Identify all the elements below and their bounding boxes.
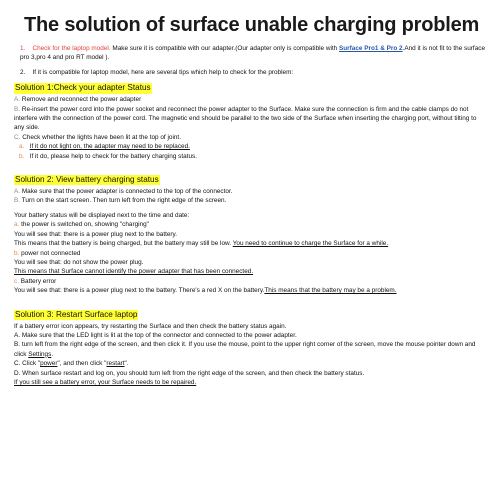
step-letter: B. (14, 105, 21, 113)
step-text: Re-insert the power cord into the power socket and reconnect the power adapter to the Surface. Make sure the connection is firm and the cable clamps do not interfere with the connection of the power cord. The magnetic end should be parallel to the two side of the Surface when inserting the charging port, without tilting to any side. (14, 105, 477, 132)
substep-text: If it do, please help to check for the battery charging status. (29, 152, 197, 160)
step-text: B. turn left from the right edge of the screen, and then click it. If you use the mouse, point to the upper right corner of the screen, move the mouse pointer down and click (14, 341, 476, 358)
status-not-connected (14, 249, 486, 258)
solution-1-step-a (14, 95, 486, 104)
battery-status-intro: Your battery status will be displayed next to the time and date: (14, 211, 190, 219)
status-charging-see: You will see that: there is a power plug next to the battery. (14, 230, 178, 238)
status-charging (14, 220, 486, 229)
point-1-number: 1. (20, 45, 26, 52)
solution-3-step-c (14, 359, 486, 368)
status-battery-error (14, 277, 486, 286)
status-letter: a. (14, 221, 20, 229)
solution-3-step-a: A. Make sure that the LED light is lit at the top of the connector and connected to the power adapter. (14, 331, 297, 339)
substep-text: If it do not light on, the adapter may need to be replaced. (29, 143, 190, 151)
step-letter: A. (14, 96, 21, 104)
point-1 (14, 44, 486, 63)
solution-2-step-b (14, 196, 486, 205)
solution-1-substep-b (14, 152, 486, 161)
restart-link[interactable]: restart (106, 360, 125, 368)
solution-1-substep-a (14, 142, 486, 151)
step-letter: A. (14, 188, 21, 196)
solution-3-heading: Solution 3: Restart Surface laptop (15, 309, 138, 319)
solution-3-step-d: D. When surface restart and log on, you should turn left from the right edge of the screen, and then check the battery status. (14, 369, 365, 377)
status-not-connected-means: This means that Surface cannot identify the power adapter that has been connected. (14, 268, 254, 276)
solution-1-section (14, 77, 486, 161)
solution-3-final-note: If you still see a battery error, your Surface needs to be repaired. (14, 378, 197, 386)
solution-1-heading: Solution 1:Check your adapter Status (15, 83, 151, 93)
step-text: Remove and reconnect the power adapter (21, 96, 142, 104)
step-text-end: . (51, 350, 54, 358)
solution-1-step-c (14, 133, 486, 142)
solution-3-intro: If a battery error icon appears, try restarting the Surface and then check the battery status again. (14, 322, 287, 330)
status-text: Battery error (20, 277, 57, 285)
compatible-models: Surface Pro1 & Pro 2 (339, 45, 403, 52)
means-underlined: You need to continue to charge the Surface for a while. (232, 240, 389, 248)
solution-2-step-a (14, 187, 486, 196)
power-link[interactable]: power (40, 360, 58, 368)
step-text: Check whether the lights have been lit at the top of joint. (22, 133, 181, 141)
solution-2-heading: Solution 2: View battery charging status (15, 175, 159, 185)
substep-letter: b. (19, 152, 25, 160)
point-1-text: Make sure it is compatible with our adapter.(Our adapter only is compatible with (112, 45, 338, 52)
see-underlined: This means that the battery may be a problem. (264, 287, 397, 295)
solution-1-step-b (14, 105, 486, 133)
document-title: The solution of surface unable charging problem (24, 14, 480, 36)
solution-3-section (14, 304, 486, 388)
point-2 (14, 68, 486, 77)
point-2-number: 2. (20, 68, 26, 76)
means-text: This means that the battery is being charged, but the battery may still be low. (14, 240, 232, 248)
status-text: the power is switched on, showing "charging" (21, 221, 149, 229)
point-1-text-end: .And it is not fit to the surface pro 3,pro 4 and pro RT model ). (20, 45, 486, 62)
status-letter: c. (14, 277, 19, 285)
solution-3-step-b (14, 340, 486, 359)
solution-2-section (14, 169, 486, 295)
settings-link[interactable]: Settings (28, 350, 52, 358)
status-text: power not connected (21, 249, 81, 257)
step-letter: C. (14, 133, 21, 141)
step-text-end: ". (124, 360, 129, 368)
step-letter: B. (14, 197, 21, 205)
status-letter: b. (14, 249, 20, 257)
status-battery-error-see (14, 286, 486, 295)
step-text: Make sure that the power adapter is connected to the top of the connector. (21, 188, 233, 196)
step-text: Turn on the start screen. Then turn left from the right edge of the screen. (21, 197, 227, 205)
step-text: C. Click " (14, 360, 41, 368)
status-not-connected-see: You will see that: do not show the power plug. (14, 258, 144, 266)
substep-letter: a. (19, 143, 25, 151)
see-text: You will see that: there is a power plug next to the battery. There's a red X on the battery. (14, 287, 265, 295)
point-1-lead: Check for the laptop model. (32, 45, 111, 52)
status-charging-means (14, 239, 486, 248)
step-text: ", and then click " (57, 360, 107, 368)
point-2-text: If it is compatible for laptop model, here are several tips which help to check for the problem: (32, 68, 294, 76)
